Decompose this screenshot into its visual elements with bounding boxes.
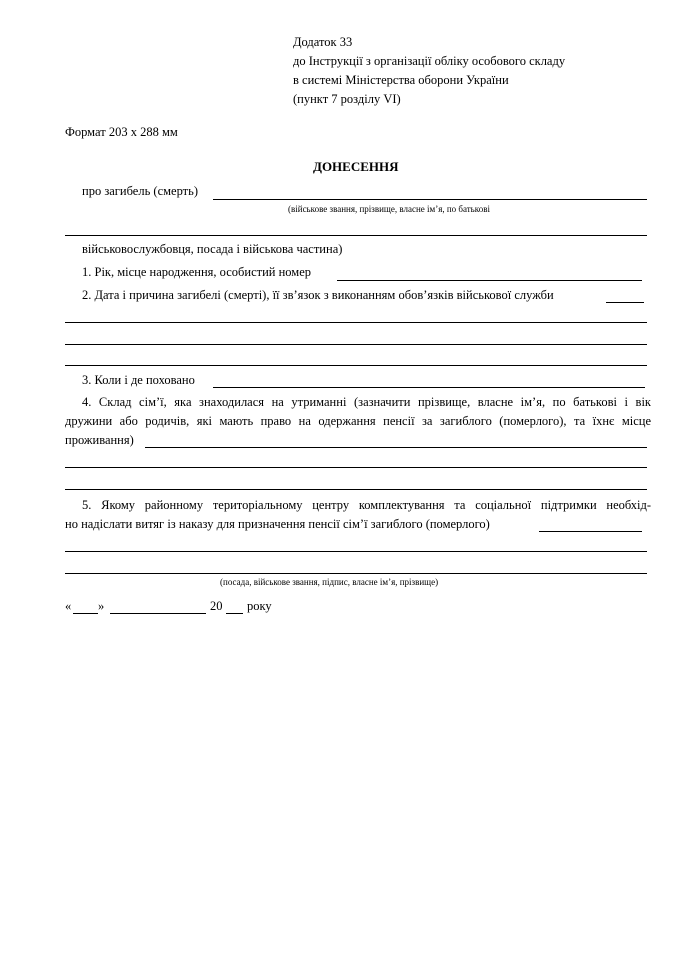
intro-hint: (військове звання, прізвище, власне ім’я, по батькові: [288, 204, 490, 214]
date-year-line: [226, 613, 243, 614]
date-close-quote: »: [98, 599, 105, 613]
annex-instruction: до Інструкції з організації обліку особового складу: [293, 54, 566, 68]
intro-label: про загибель (смерть): [82, 184, 199, 198]
item-2-line-b: [65, 344, 647, 345]
item-2-fill-line: [606, 302, 644, 303]
item-4-line-2: дружини або родичів, які мають право на одержання пенсії за загиблого (померлого), та їхнє місце: [65, 414, 651, 428]
item-4-fill-line: [145, 447, 647, 448]
signature-hint: (посада, військове звання, підпис, власне ім’я, прізвище): [220, 577, 439, 587]
item-2-line-a: [65, 322, 647, 323]
date-day-line: [73, 613, 98, 614]
date-century: 20: [210, 599, 223, 613]
intro-fill-line-2: [65, 235, 647, 236]
item-5-fill-line: [539, 531, 642, 532]
annex-clause: (пункт 7 розділу VI): [293, 92, 401, 106]
item-2-line-c: [65, 365, 647, 366]
annex-number: Додаток 33: [293, 35, 353, 49]
format-label: Формат 203 х 288 мм: [65, 125, 178, 139]
item-1-fill-line: [337, 280, 642, 281]
date-year-word: року: [247, 599, 272, 613]
date-open-quote: «: [65, 599, 72, 613]
item-4-line-1: 4. Склад сім’ї, яка знаходилася на утриманні (зазначити прізвище, власне ім’я, по батькові і вік: [82, 395, 651, 409]
intro-continuation: військовослужбовця, посада і військова частина): [82, 242, 343, 256]
item-2-label: 2. Дата і причина загибелі (смерті), її зв’язок з виконанням обов’язків військової служби: [82, 288, 554, 302]
date-month-line: [110, 613, 206, 614]
item-5-line-a: [65, 551, 647, 552]
item-4-line-a: [65, 467, 647, 468]
item-5-line-b: [65, 573, 647, 574]
item-3-label: 3. Коли і де поховано: [82, 373, 195, 387]
item-4-line-3: проживання): [65, 433, 134, 447]
item-5-line-2: но надіслати витяг із наказу для призначення пенсії сім’ї загиблого (померлого): [65, 517, 490, 531]
item-4-line-b: [65, 489, 647, 490]
item-5-line-1: 5. Якому районному територіальному центру комплектування та соціальної підтримки необхід-: [82, 498, 651, 512]
page-title: ДОНЕСЕННЯ: [313, 159, 399, 174]
intro-fill-line: [213, 199, 647, 200]
item-1-label: 1. Рік, місце народження, особистий номер: [82, 265, 312, 279]
item-3-fill-line: [213, 387, 645, 388]
annex-ministry: в системі Міністерства оборони України: [293, 73, 509, 87]
